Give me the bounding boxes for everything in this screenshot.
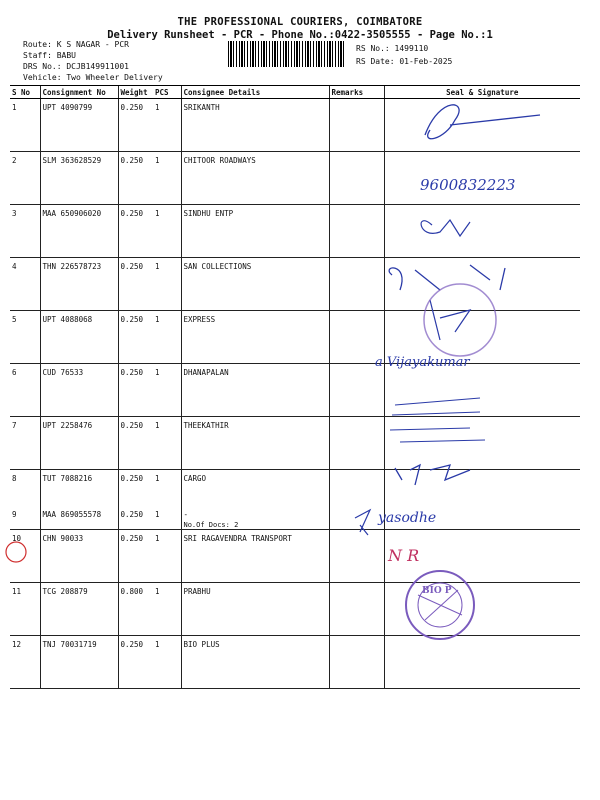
- cell-pcs: 1: [153, 364, 181, 417]
- page-title: THE PROFESSIONAL COURIERS, COIMBATORE: [177, 16, 423, 28]
- col-signature: Seal & Signature: [384, 86, 580, 99]
- cell-sno: 8: [12, 474, 17, 483]
- phone-handwritten: 9600832223: [420, 176, 516, 194]
- nr-handwritten: N R: [388, 546, 420, 565]
- cell-weight: 0.250: [118, 417, 153, 470]
- cell-weight: 0.250: [118, 258, 153, 311]
- cell-pcs: 1: [153, 152, 181, 205]
- cell-weight: 0.250: [118, 311, 153, 364]
- cell-weight: 0.250: [118, 152, 153, 205]
- cell-sno: 2: [10, 152, 40, 205]
- rs-number: RS No.: 1499110: [356, 44, 429, 53]
- bio-plus-stamp-text: BIO P: [422, 586, 452, 596]
- consignee-name: DHANAPALAN: [183, 368, 229, 377]
- staff-info: Staff: BABU: [23, 51, 76, 60]
- consignee-name: CARGO: [183, 474, 207, 483]
- yasodha-handwritten: yasodhe: [378, 510, 437, 526]
- cell-consignment: TUT 7088216: [40, 470, 118, 507]
- page-subtitle: Delivery Runsheet - PCR - Phone No.:0422-3505555 - Page No.:1: [107, 29, 493, 41]
- cell-sno: 6: [10, 364, 40, 417]
- cell-sno: 3: [10, 205, 40, 258]
- cell-pcs: 1: [153, 205, 181, 258]
- route-info: Route: K S NAGAR - PCR: [23, 40, 129, 49]
- cell-consignment: SLM 363628529: [40, 152, 118, 205]
- signature-5: [430, 300, 470, 340]
- col-consignment: Consignment No: [40, 86, 118, 99]
- cell-sno: 9: [10, 506, 40, 530]
- cell-weight: 0.250: [118, 205, 153, 258]
- signature-1: [425, 105, 540, 139]
- cell-pcs: 1: [153, 583, 181, 636]
- consignee-name: PRABHU: [183, 587, 211, 596]
- cell-sno: 7: [10, 417, 40, 470]
- vijayakumar-handwritten: a Vijayakumar: [375, 355, 470, 370]
- col-pcs: PCS: [153, 86, 181, 99]
- cell-consignment: THN 226578723: [40, 258, 118, 311]
- signature-3: [421, 220, 470, 236]
- cell-pcs: 1: [153, 258, 181, 311]
- consignee-name: EXPRESS: [183, 315, 216, 324]
- consignee-name: BIO PLUS: [183, 640, 220, 649]
- rs-date: RS Date: 01-Feb-2025: [356, 57, 453, 66]
- col-weight: Weight: [118, 86, 153, 99]
- cell-consignment: UPT 4090799: [40, 99, 118, 152]
- red-circle-mark: [6, 542, 26, 562]
- cell-sno: 11: [10, 583, 40, 636]
- cell-weight: 0.250: [118, 506, 153, 530]
- cell-sno: 10: [10, 530, 40, 583]
- cell-sno: 4: [10, 258, 40, 311]
- col-consignee: Consignee Details: [181, 86, 329, 99]
- cell-weight: 0.250: [118, 636, 153, 689]
- col-remarks: Remarks: [329, 86, 384, 99]
- cell-pcs: 1: [155, 474, 160, 483]
- cell-weight: 0.250: [118, 364, 153, 417]
- cell-sno: 1: [10, 99, 40, 152]
- signature-8: [395, 465, 470, 485]
- cell-consignment: TNJ 70031719: [40, 636, 118, 689]
- cell-consignment: CHN 90033: [40, 530, 118, 583]
- cell-weight: 0.250: [118, 99, 153, 152]
- consignee-name: SINDHU ENTP: [183, 209, 234, 218]
- signature-10: [355, 510, 370, 535]
- drs-number: DRS No.: DCJB149911001: [23, 62, 129, 71]
- vehicle-info: Vehicle: Two Wheeler Delivery: [23, 73, 163, 82]
- cell-pcs: 1: [153, 530, 181, 583]
- consignee-name: SRIKANTH: [183, 103, 220, 112]
- cell-weight: 0.250: [118, 530, 153, 583]
- consignee-name: -: [183, 510, 189, 519]
- consignee-name: CHITOOR ROADWAYS: [183, 156, 256, 165]
- consignee-name: SAN COLLECTIONS: [183, 262, 252, 271]
- cell-weight: 0.800: [118, 583, 153, 636]
- consignee-name: SRI RAGAVENDRA TRANSPORT: [183, 534, 292, 543]
- cell-sno: 5: [10, 311, 40, 364]
- cell-consignment: UPT 4088068: [40, 311, 118, 364]
- cell-consignment: TCG 208879: [40, 583, 118, 636]
- cell-pcs: 1: [153, 99, 181, 152]
- col-sno: S No: [10, 86, 40, 99]
- cell-pcs: 1: [153, 417, 181, 470]
- cell-pcs: 1: [153, 506, 181, 530]
- cell-weight: 0.250: [118, 470, 153, 507]
- cell-pcs: 1: [153, 636, 181, 689]
- cell-consignment: MAA 650906020: [40, 205, 118, 258]
- consignee-name: THEEKATHIR: [183, 421, 229, 430]
- cell-consignment: UPT 2258476: [40, 417, 118, 470]
- cell-consignment: CUD 76533: [40, 364, 118, 417]
- cell-sno: 12: [10, 636, 40, 689]
- tamil-address: [390, 398, 485, 442]
- cell-pcs: 1: [153, 311, 181, 364]
- cell-consignment: MAA 869055578: [40, 506, 118, 530]
- docs-count: No.Of Docs: 2: [183, 521, 239, 529]
